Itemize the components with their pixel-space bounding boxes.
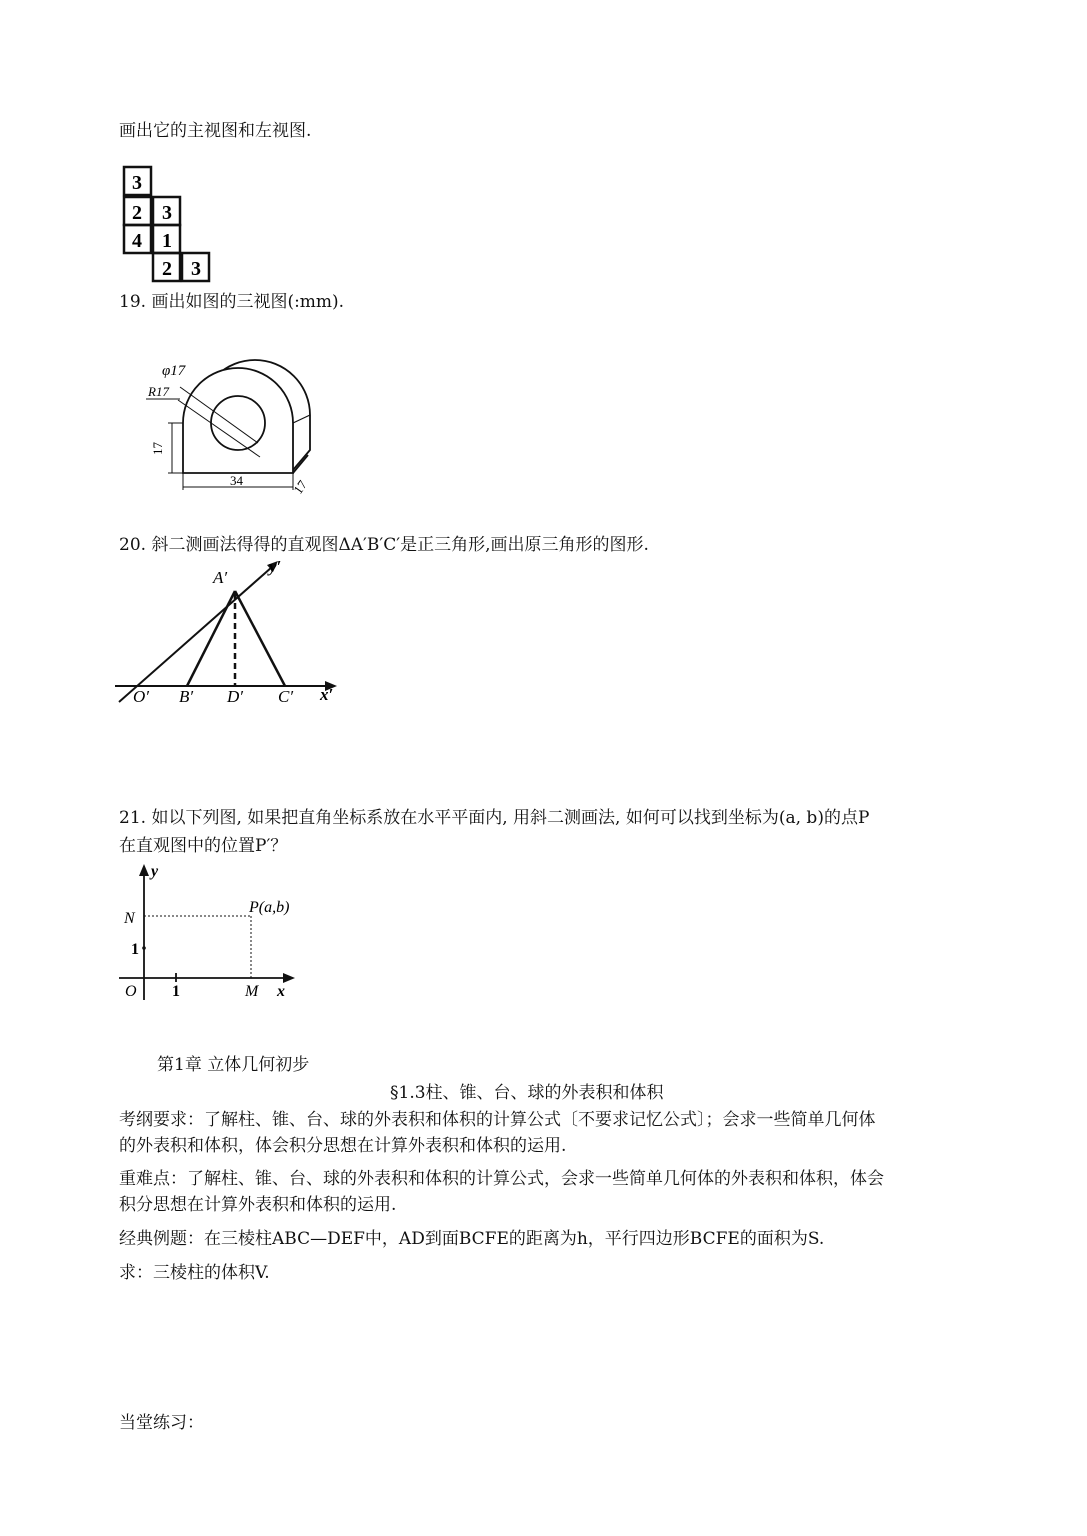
grid-num: 2 (132, 202, 142, 224)
kaogang-line1: 考纲要求：了解柱、锥、台、球的外表积和体积的计算公式〔不要求记忆公式〕；会求一些简单几何体 (119, 1110, 876, 1130)
q20-text: 20. 斜二测画法得得的直观图ΔA′B′C′是正三角形,画出原三角形的图形. (119, 535, 649, 555)
label-p: P(a,b) (249, 899, 290, 916)
label-y: y (151, 863, 159, 880)
phi-label: φ17 (162, 363, 186, 379)
height-label: 17 (150, 442, 165, 455)
label-x: x′ (320, 685, 334, 704)
intro-line: 画出它的主视图和左视图. (119, 121, 312, 141)
grid-num: 3 (132, 172, 142, 194)
label-d: D′ (227, 687, 243, 706)
q21-figure (115, 860, 300, 1005)
label-n: N (124, 910, 135, 927)
q19-figure (140, 335, 330, 505)
ask-line: 求：三棱柱的体积V. (119, 1263, 270, 1283)
zhongnan-line1: 重难点：了解柱、锥、台、球的外表积和体积的计算公式，会求一些简单几何体的外表积和体积，体会 (119, 1169, 884, 1189)
label-y: y′ (269, 557, 282, 576)
grid-num: 4 (132, 230, 142, 252)
label-one-x: 1 (172, 983, 180, 1000)
section-title: §1.3柱、锥、台、球的外表积和体积 (390, 1083, 664, 1103)
kaogang-line2: 的外表积和体积，体会积分思想在计算外表积和体积的运用. (119, 1136, 567, 1156)
grid-num: 2 (162, 258, 172, 280)
grid-num: 3 (191, 258, 201, 280)
grid-num: 1 (162, 230, 172, 252)
example-line: 经典例题：在三棱柱ABC—DEF中，AD到面BCFE的距离为h，平行四边形BCFE的面积为S. (119, 1229, 825, 1249)
number-grid-figure (120, 165, 215, 285)
practice-heading: 当堂练习： (119, 1413, 204, 1433)
label-c: C′ (278, 687, 294, 706)
grid-num: 3 (162, 202, 172, 224)
label-one-y: 1 (131, 941, 139, 958)
q20-figure (115, 555, 345, 710)
width-label: 34 (230, 473, 243, 488)
depth-label: 17 (290, 477, 310, 497)
zhongnan-line2: 积分思想在计算外表积和体积的运用. (119, 1195, 397, 1215)
label-o: O (125, 983, 137, 1000)
q21-line2: 在直观图中的位置P′？ (119, 836, 288, 856)
label-o: O′ (133, 687, 149, 706)
label-m: M (245, 983, 259, 1000)
q21-line1: 21. 如以下列图, 如果把直角坐标系放在水平平面内, 用斜二测画法, 如何可以找到坐标为(a, b)的点P (119, 808, 870, 828)
chapter-title: 第1章 立体几何初步 (157, 1055, 310, 1075)
r-label: R17 (148, 384, 169, 399)
label-a: A′ (213, 568, 228, 587)
label-x: x (277, 983, 285, 1000)
q19-text: 19. 画出如图的三视图(:mm). (119, 292, 345, 312)
label-b: B′ (179, 687, 194, 706)
